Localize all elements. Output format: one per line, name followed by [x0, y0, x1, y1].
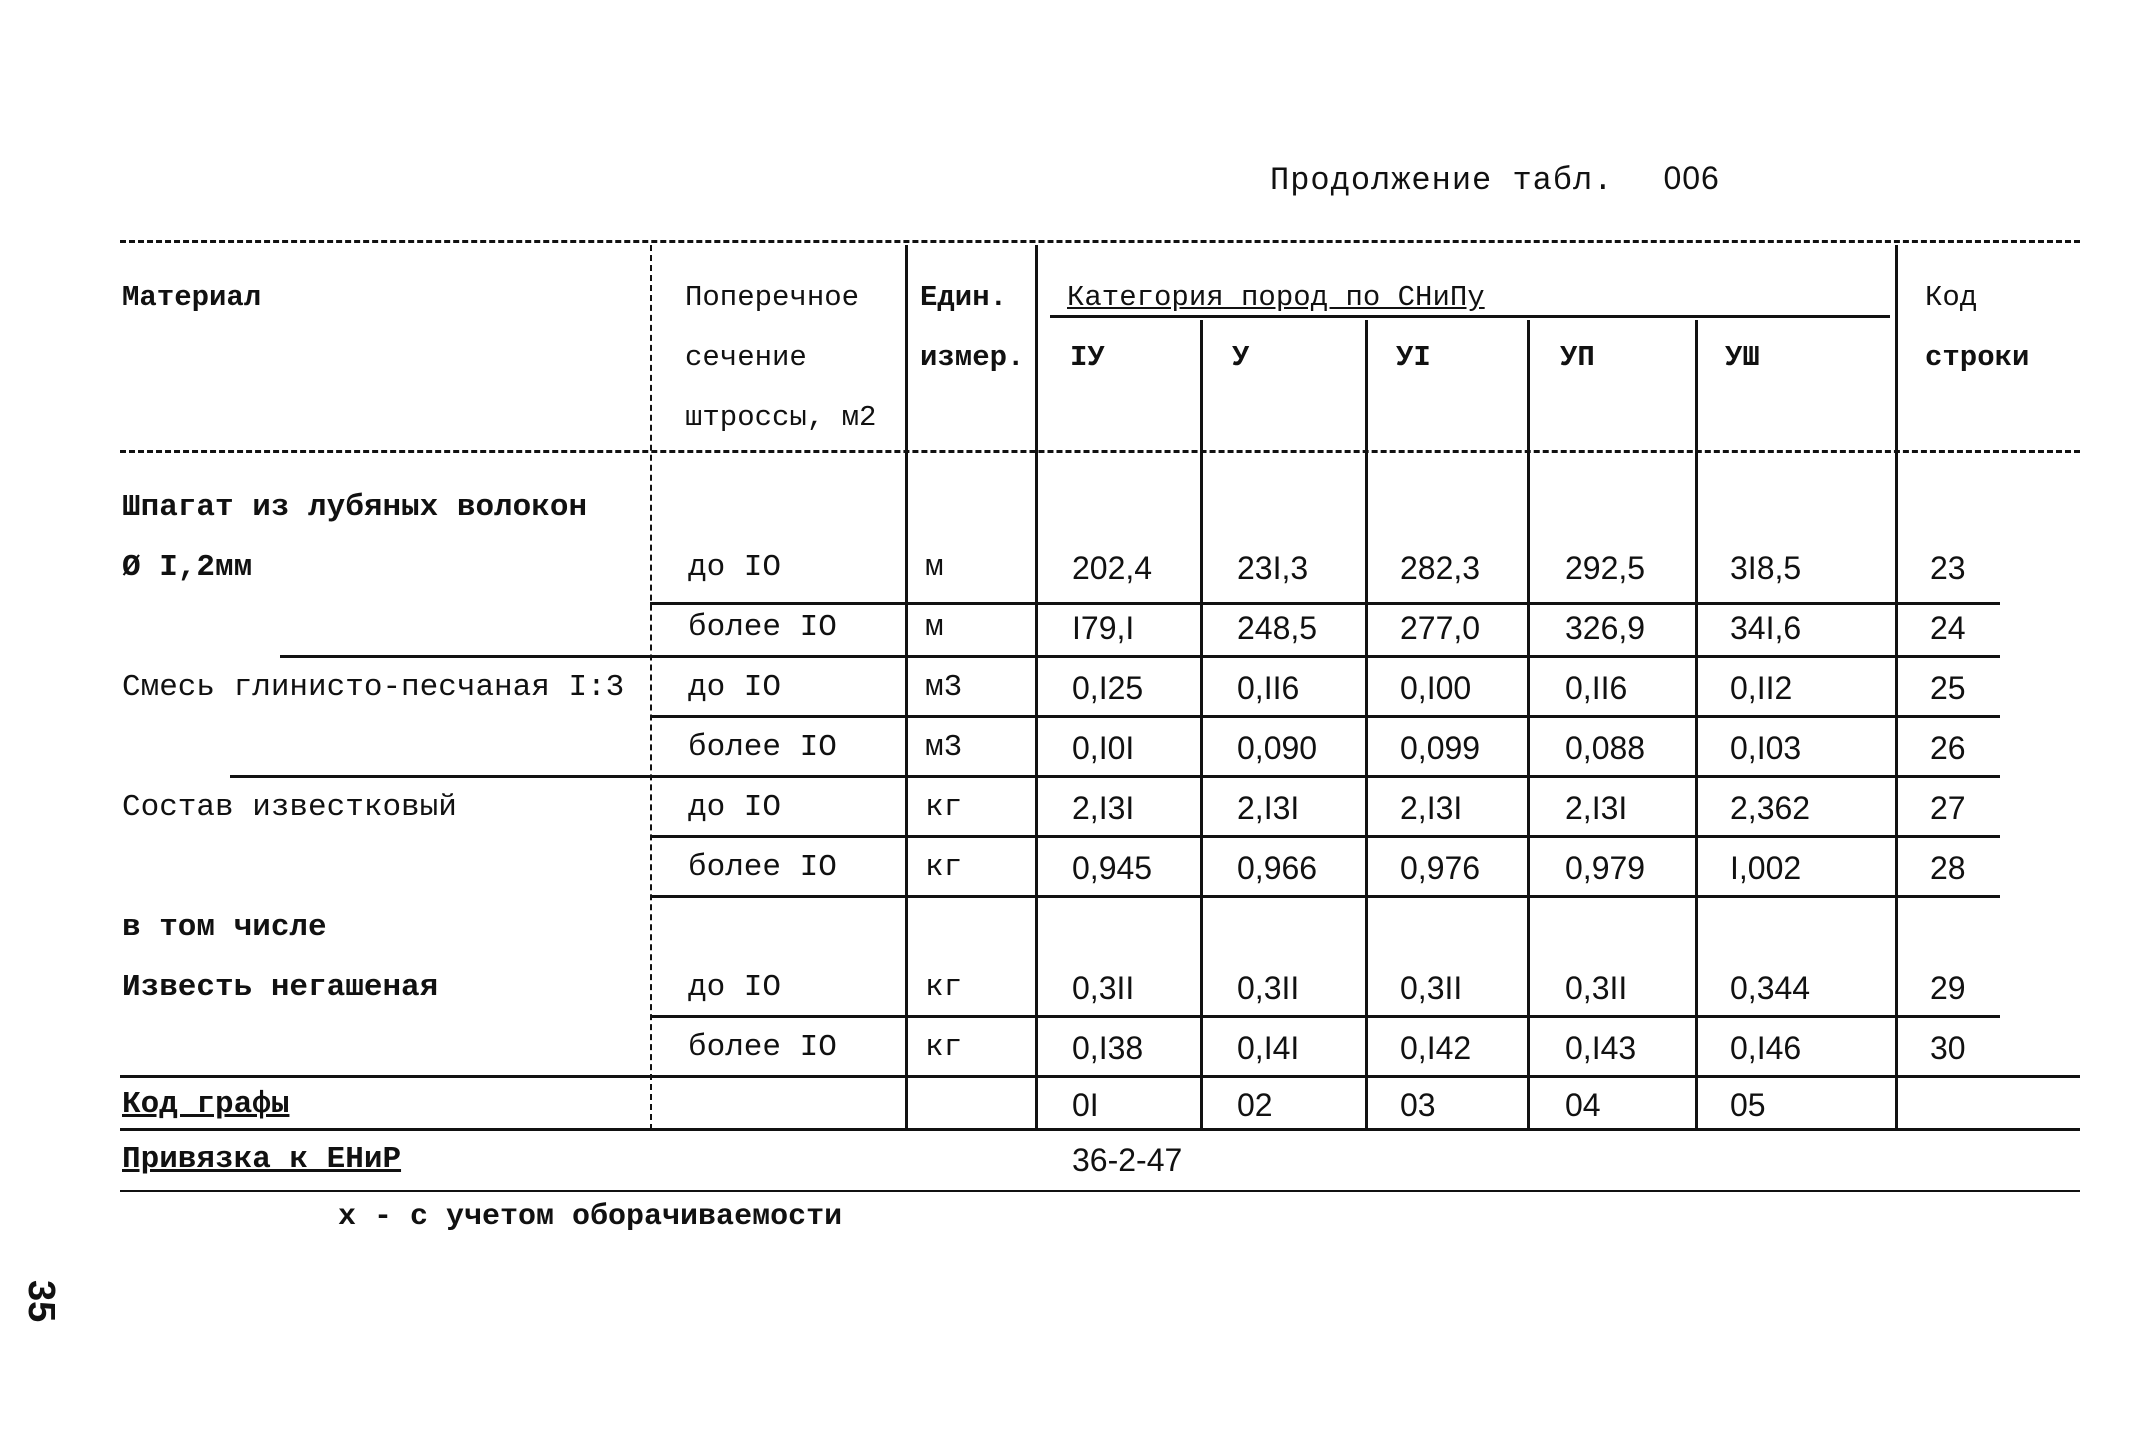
row8-code: 30 — [1930, 1030, 1966, 1066]
row1-material-line2: Ø I,2мм — [122, 550, 253, 585]
row5-section: до IО — [688, 790, 782, 825]
row2-value-3: 277,0 — [1400, 610, 1481, 646]
row7-material-line2: Известь негашеная — [122, 970, 439, 1005]
row8-unit: кг — [925, 1030, 963, 1065]
col-divider-values — [1035, 245, 1038, 1130]
row4-code: 26 — [1930, 730, 1966, 766]
row4-section: более IО — [688, 730, 837, 765]
top-rule — [120, 240, 2080, 243]
row4-unit: м3 — [925, 730, 963, 765]
column-code-5: 05 — [1730, 1087, 1766, 1123]
row5-value-1: 2,I3I — [1072, 790, 1135, 826]
header-code-line1: Код — [1925, 281, 1978, 314]
row4-value-3: 0,099 — [1400, 730, 1481, 766]
row1-code: 23 — [1930, 550, 1966, 586]
row1-section: до IО — [688, 550, 782, 585]
header-material: Материал — [122, 281, 262, 314]
enir-value: 36-2-47 — [1072, 1142, 1183, 1178]
row6-value-5: I,002 — [1730, 850, 1802, 886]
header-category-2: У — [1232, 341, 1250, 374]
row6-section: более IО — [688, 850, 837, 885]
header-section-line1: Поперечное — [685, 281, 860, 314]
header-category-4: УП — [1560, 341, 1595, 374]
header-category-5: УШ — [1725, 341, 1760, 374]
row6-code: 28 — [1930, 850, 1966, 886]
row8-value-1: 0,I38 — [1072, 1030, 1144, 1066]
col-divider-code — [1895, 245, 1898, 1130]
row1-value-1: 202,4 — [1072, 550, 1153, 586]
column-code-4: 04 — [1565, 1087, 1601, 1123]
col-divider-cat4 — [1527, 320, 1530, 1130]
table-caption — [1270, 160, 1720, 199]
col-divider-cat2 — [1200, 320, 1203, 1130]
column-code-1: 0I — [1072, 1087, 1099, 1123]
enir-label: Привязка к ЕНиР — [122, 1142, 402, 1177]
page-number: 35 — [20, 1280, 62, 1323]
row8-rule — [120, 1075, 2080, 1078]
col-divider-cat5 — [1695, 320, 1698, 1130]
row7-value-4: 0,3II — [1565, 970, 1628, 1006]
row3-unit: м3 — [925, 670, 963, 705]
row1-unit: м — [925, 550, 944, 585]
footnote: х - с учетом оборачиваемости — [338, 1200, 843, 1234]
row5-value-2: 2,I3I — [1237, 790, 1300, 826]
row3-value-1: 0,I25 — [1072, 670, 1144, 706]
row7-rule — [650, 1015, 2000, 1018]
header-section-line2: сечение — [685, 341, 807, 374]
row1-value-2: 23I,3 — [1237, 550, 1309, 586]
header-unit-line1: Един. — [920, 281, 1008, 314]
row1-rule — [650, 602, 2000, 605]
row1-value-3: 282,3 — [1400, 550, 1481, 586]
row7-unit: кг — [925, 970, 963, 1005]
column-code-rule — [120, 1128, 2080, 1131]
row3-value-5: 0,II2 — [1730, 670, 1793, 706]
row7-value-5: 0,344 — [1730, 970, 1811, 1006]
row3-section: до IО — [688, 670, 782, 705]
row5-value-4: 2,I3I — [1565, 790, 1628, 826]
col-divider-section — [650, 245, 652, 1130]
header-bottom-rule — [120, 450, 2080, 453]
row7-value-3: 0,3II — [1400, 970, 1463, 1006]
row4-value-2: 0,090 — [1237, 730, 1318, 766]
row8-value-4: 0,I43 — [1565, 1030, 1637, 1066]
row4-value-5: 0,I03 — [1730, 730, 1802, 766]
row6-value-2: 0,966 — [1237, 850, 1318, 886]
header-category: Категория пород по СНиПу — [1067, 281, 1485, 314]
category-underline — [1050, 315, 1890, 318]
row2-value-5: 34I,6 — [1730, 610, 1802, 646]
row1-value-4: 292,5 — [1565, 550, 1646, 586]
row2-code: 24 — [1930, 610, 1966, 646]
row7-code: 29 — [1930, 970, 1966, 1006]
row5-value-3: 2,I3I — [1400, 790, 1463, 826]
col-divider-unit — [905, 245, 908, 1130]
row7-value-1: 0,3II — [1072, 970, 1135, 1006]
row6-unit: кг — [925, 850, 963, 885]
row6-rule — [650, 895, 2000, 898]
row8-section: более IО — [688, 1030, 837, 1065]
enir-rule — [120, 1190, 2080, 1192]
row4-rule — [230, 775, 2000, 778]
row8-value-2: 0,I4I — [1237, 1030, 1300, 1066]
header-category-1: IУ — [1070, 341, 1105, 374]
row3-value-2: 0,II6 — [1237, 670, 1300, 706]
row3-rule — [650, 715, 2000, 718]
row1-value-5: 3I8,5 — [1730, 550, 1802, 586]
row6-value-3: 0,976 — [1400, 850, 1481, 886]
row3-material: Смесь глинисто-песчаная I:3 — [122, 670, 625, 705]
header-unit-line2: измер. — [920, 341, 1025, 374]
row3-code: 25 — [1930, 670, 1966, 706]
column-code-label: Код графы — [122, 1087, 290, 1122]
column-code-3: 03 — [1400, 1087, 1436, 1123]
row4-value-1: 0,I0I — [1072, 730, 1135, 766]
row2-section: более IО — [688, 610, 837, 645]
col-divider-cat3 — [1365, 320, 1368, 1130]
row5-material: Состав известковый — [122, 790, 457, 825]
row7-section: до IО — [688, 970, 782, 1005]
row5-code: 27 — [1930, 790, 1966, 826]
row8-value-3: 0,I42 — [1400, 1030, 1472, 1066]
row2-rule — [280, 655, 2000, 658]
row6-value-1: 0,945 — [1072, 850, 1153, 886]
column-code-2: 02 — [1237, 1087, 1273, 1123]
row7-value-2: 0,3II — [1237, 970, 1300, 1006]
row2-value-1: I79,I — [1072, 610, 1135, 646]
header-code-line2: строки — [1925, 341, 2030, 374]
row5-rule — [650, 835, 2000, 838]
row4-value-4: 0,088 — [1565, 730, 1646, 766]
row3-value-4: 0,II6 — [1565, 670, 1628, 706]
header-category-3: УI — [1396, 341, 1431, 374]
row6-value-4: 0,979 — [1565, 850, 1646, 886]
row3-value-3: 0,I00 — [1400, 670, 1472, 706]
caption-text: Продолжение табл. — [1270, 162, 1614, 199]
caption-table-number: 006 — [1663, 160, 1720, 196]
row2-value-4: 326,9 — [1565, 610, 1646, 646]
row8-value-5: 0,I46 — [1730, 1030, 1802, 1066]
row7-material-line1: в том числе — [122, 910, 327, 945]
row2-unit: м — [925, 610, 944, 645]
row5-value-5: 2,362 — [1730, 790, 1811, 826]
row2-value-2: 248,5 — [1237, 610, 1318, 646]
header-section-line3: штроссы, м2 — [685, 401, 877, 434]
row1-material-line1: Шпагат из лубяных волокон — [122, 490, 588, 525]
row5-unit: кг — [925, 790, 963, 825]
